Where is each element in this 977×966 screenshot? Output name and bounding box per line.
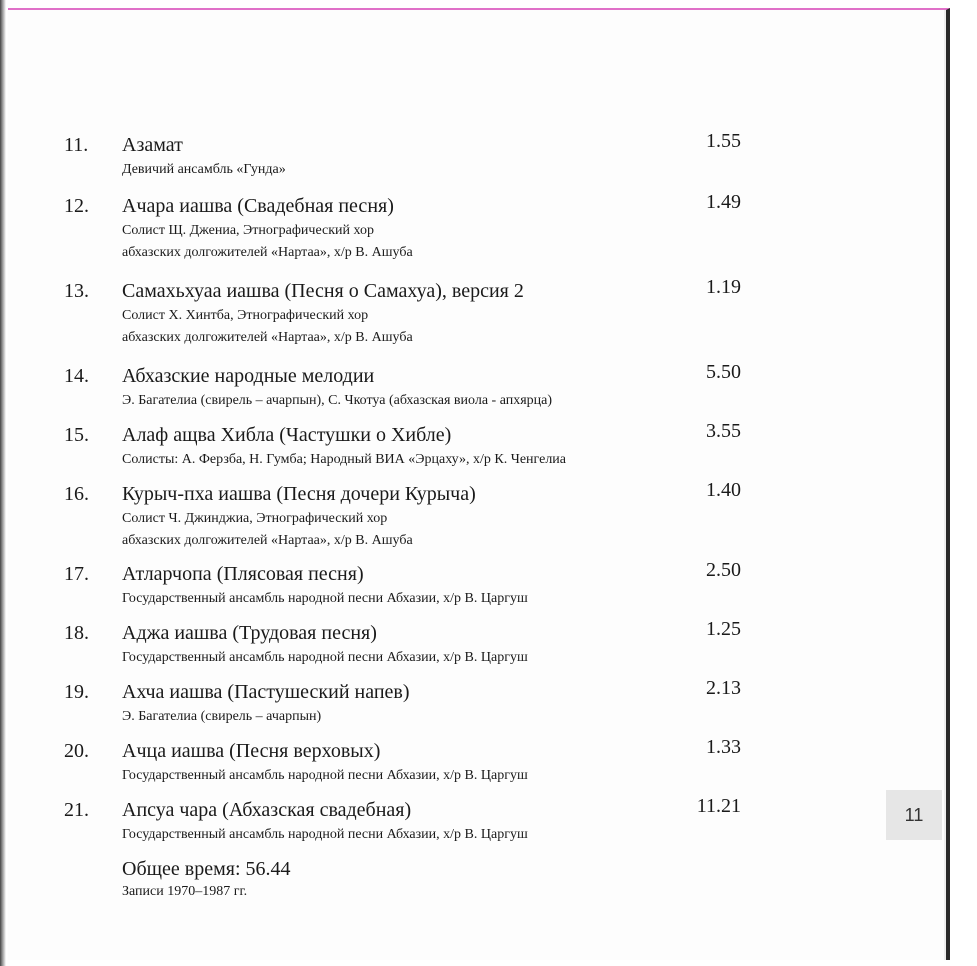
track-credit: абхазских долгожителей «Нартаа», х/р В. Ашуба	[122, 245, 413, 260]
track-duration: 1.49	[706, 191, 741, 213]
track-title: Абхазские народные мелодии	[122, 365, 375, 387]
track-credit: Э. Багателиа (свирель – ачарпын)	[122, 709, 322, 724]
track-duration: 5.50	[706, 361, 741, 383]
track-credit: Государственный ансамбль народной песни Абхазии, х/р В. Царгуш	[122, 650, 528, 665]
track-title: Аджа иашва (Трудовая песня)	[122, 622, 377, 644]
records-note: Записи 1970–1987 гг.	[122, 884, 248, 899]
page-number: 11	[886, 790, 942, 840]
track-number: 18.	[64, 622, 89, 644]
track-number: 14.	[64, 365, 89, 387]
page-edge	[0, 0, 6, 966]
track-duration: 2.13	[706, 677, 741, 699]
track-credit: абхазских долгожителей «Нартаа», х/р В. Ашуба	[122, 330, 413, 345]
track-title: Курыч-пха иашва (Песня дочери Курыча)	[122, 483, 476, 505]
track-title: Ачара иашва (Свадебная песня)	[122, 195, 394, 217]
track-number: 13.	[64, 280, 89, 302]
track-credit: Государственный ансамбль народной песни Абхазии, х/р В. Царгуш	[122, 827, 528, 842]
track-credit: Солисты: А. Ферзба, Н. Гумба; Народный ВИА «Эрцаху», х/р К. Ченгелиа	[122, 452, 567, 467]
track-number: 21.	[64, 799, 89, 821]
track-number: 15.	[64, 424, 89, 446]
track-duration: 2.50	[706, 559, 741, 581]
total-time: Общее время: 56.44	[122, 858, 291, 880]
track-duration: 1.40	[706, 479, 741, 501]
track-credit: Солист Щ. Джениа, Этнографический хор	[122, 223, 374, 238]
track-credit: Э. Багателиа (свирель – ачарпын), С. Чкотуа (абхазская виола - апхярца)	[122, 393, 553, 408]
track-number: 20.	[64, 740, 89, 762]
track-duration: 1.33	[706, 736, 741, 758]
track-duration: 1.19	[706, 276, 741, 298]
track-number: 16.	[64, 483, 89, 505]
track-number: 11.	[64, 134, 89, 156]
track-duration: 1.55	[706, 130, 741, 152]
track-duration: 1.25	[706, 618, 741, 640]
track-title: Самахьхуаа иашва (Песня о Самахуа), версия 2	[122, 280, 524, 302]
track-title: Ачца иашва (Песня верховых)	[122, 740, 381, 762]
track-duration: 11.21	[696, 795, 741, 817]
track-credit: Девичий ансамбль «Гунда»	[122, 162, 286, 177]
track-credit: абхазских долгожителей «Нартаа», х/р В. Ашуба	[122, 533, 413, 548]
track-credit: Государственный ансамбль народной песни Абхазии, х/р В. Царгуш	[122, 768, 528, 783]
track-title: Апсуа чара (Абхазская свадебная)	[122, 799, 412, 821]
track-number: 17.	[64, 563, 89, 585]
track-number: 19.	[64, 681, 89, 703]
track-title: Ахча иашва (Пастушеский напев)	[122, 681, 410, 703]
track-credit: Солист Ч. Джинджиа, Этнографический хор	[122, 511, 388, 526]
track-number: 12.	[64, 195, 89, 217]
track-title: Алаф ащва Хибла (Частушки о Хибле)	[122, 424, 452, 446]
track-duration: 3.55	[706, 420, 741, 442]
track-credit: Государственный ансамбль народной песни Абхазии, х/р В. Царгуш	[122, 591, 528, 606]
track-credit: Солист Х. Хинтба, Этнографический хор	[122, 308, 369, 323]
track-title: Атларчопа (Плясовая песня)	[122, 563, 364, 585]
track-title: Азамат	[122, 134, 183, 156]
